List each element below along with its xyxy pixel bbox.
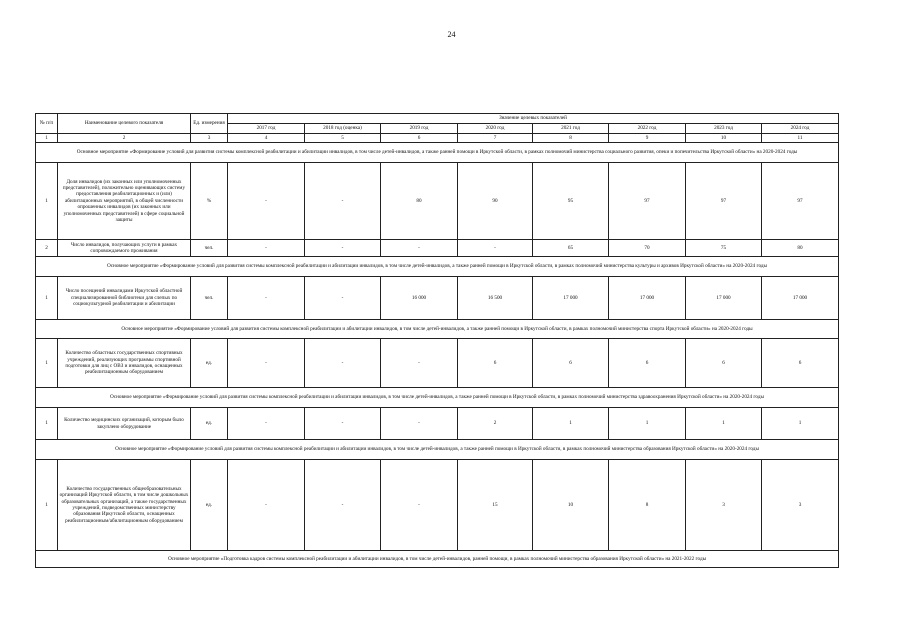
col-header-year: 2019 год	[381, 124, 458, 134]
value-cell: -	[381, 408, 458, 440]
value-cell: 6	[762, 339, 839, 388]
section-row	[36, 388, 839, 408]
col-header-year: 2022 год	[609, 124, 686, 134]
unit-cell: ед.	[191, 460, 228, 551]
value-cell: 10	[533, 460, 609, 551]
value-cell: 1	[533, 408, 609, 440]
section-title: Основное мероприятие «Формирование условий для развития системы комплексной реабилитации и абилитации инвалидов, в том числе детей-инвалидов, а также ранней помощи в Иркутской области, в рамках полномочий министерства здравоохранения Иркутской области» на 2020-2024 годы	[36, 388, 839, 408]
section-title: Основное мероприятие «Формирование условий для развития системы комплексной реабилитации и абилитации инвалидов, в том числе детей-инвалидов, а также ранней помощи в Иркутской области, в рамках полномочий министерства культуры и архивов Иркутской области» на 2020-2024 годы	[36, 257, 839, 277]
section-title: Основное мероприятие «Формирование условий для развития системы комплексной реабилитации и абилитации инвалидов, в том числе детей-инвалидов, а также ранней помощи в Иркутской области, в рамках полномочий министерства социального развития, опеки и попечительства Иркутской области» на 2020-2024 годы	[36, 143, 839, 163]
row-number: 2	[36, 240, 58, 257]
value-cell: 3	[762, 460, 839, 551]
value-cell: 6	[609, 339, 686, 388]
unit-cell: ед.	[191, 339, 228, 388]
col-header-num: № п/п	[36, 114, 58, 134]
col-number: 6	[381, 134, 458, 143]
row-number: 1	[36, 460, 58, 551]
value-cell: 6	[458, 339, 533, 388]
value-cell: -	[381, 240, 458, 257]
value-cell: 17 000	[762, 277, 839, 320]
section-row	[36, 143, 839, 163]
value-cell: 90	[458, 163, 533, 240]
indicator-name: Число посещений инвалидами Иркутской областной специализированной библиотеки для слепых по социокультурной реабилитации и абилитации	[58, 277, 191, 320]
section-title: Основное мероприятие «Формирование условий для развития системы комплексной реабилитации и абилитации инвалидов, в том числе детей-инвалидов, а также ранней помощи в Иркутской области, в рамках полномочий министерства образования Иркутской области» на 2020-2024 годы	[36, 440, 839, 460]
section-row	[36, 257, 839, 277]
value-cell: -	[381, 460, 458, 551]
table-row	[36, 277, 839, 320]
page-number: 24	[447, 30, 456, 39]
value-cell: -	[305, 240, 381, 257]
value-cell: 17 000	[533, 277, 609, 320]
table-row	[36, 240, 839, 257]
col-number: 8	[533, 134, 609, 143]
indicator-name: Количество областных государственных спортивных учреждений, реализующих программы спортивной подготовки для лиц с ОВЗ и инвалидов, оснащенных реабилитационным оборудованием	[58, 339, 191, 388]
value-cell: 65	[533, 240, 609, 257]
value-cell: -	[305, 408, 381, 440]
col-number: 10	[686, 134, 762, 143]
value-cell: 17 000	[686, 277, 762, 320]
col-number: 5	[305, 134, 381, 143]
row-number: 1	[36, 277, 58, 320]
col-number: 1	[36, 134, 58, 143]
value-cell: 8	[609, 460, 686, 551]
indicator-name: Число инвалидов, получающих услуги в рамках сопровождаемого проживания	[58, 240, 191, 257]
value-cell: -	[305, 163, 381, 240]
col-header-year: 2017 год	[228, 124, 305, 134]
row-number: 1	[36, 163, 58, 240]
value-cell: 2	[458, 408, 533, 440]
table-row	[36, 460, 839, 551]
col-header-unit: Ед. измерения	[191, 114, 228, 134]
value-cell: -	[381, 339, 458, 388]
value-cell: 97	[609, 163, 686, 240]
section-row	[36, 320, 839, 339]
value-cell: 17 000	[609, 277, 686, 320]
value-cell: 16 000	[381, 277, 458, 320]
row-number: 1	[36, 408, 58, 440]
section-title: Основное мероприятие «Формирование условий для развития системы комплексной реабилитации и абилитации инвалидов, в том числе детей-инвалидов, а также ранней помощи в Иркутской области, в рамках полномочий министерства спорта Иркутской области» на 2020-2024 годы	[36, 320, 839, 339]
value-cell: -	[305, 277, 381, 320]
value-cell: 6	[686, 339, 762, 388]
column-number-row	[36, 134, 839, 143]
value-cell: 75	[686, 240, 762, 257]
col-header-name: Наименование целевого показателя	[58, 114, 191, 134]
col-number: 4	[228, 134, 305, 143]
row-number: 1	[36, 339, 58, 388]
value-cell: -	[228, 460, 305, 551]
unit-cell: %	[191, 163, 228, 240]
section-title: Основное мероприятие «Подготовка кадров системы комплексной реабилитации и абилитации инвалидов, в том числе детей-инвалидов, ранней помощи, в рамках полномочий министерства образования Иркутской области» на 2021-2022 годы	[36, 551, 839, 568]
col-number: 9	[609, 134, 686, 143]
col-header-year: 2020 год	[458, 124, 533, 134]
value-cell: -	[228, 163, 305, 240]
table-row	[36, 163, 839, 240]
value-cell: -	[228, 339, 305, 388]
value-cell: 97	[686, 163, 762, 240]
value-cell: 97	[762, 163, 839, 240]
value-cell: 6	[533, 339, 609, 388]
value-cell: 16 500	[458, 277, 533, 320]
col-header-values-group: Значение целевых показателей	[228, 114, 839, 124]
value-cell: 95	[533, 163, 609, 240]
col-number: 11	[762, 134, 839, 143]
indicator-name: Количество медицинских организаций, которым было закуплено оборудование	[58, 408, 191, 440]
indicator-name: Количество государственных общеобразовательных организаций Иркутской области, в том числе дошкольных образовательных организаций, а также государственных учреждений, подведомственных министерству образования Иркутской области, оснащенных реабилитационным/абилитационным оборудованием	[58, 460, 191, 551]
table-row	[36, 408, 839, 440]
value-cell: 1	[762, 408, 839, 440]
value-cell: -	[305, 339, 381, 388]
value-cell: -	[458, 240, 533, 257]
section-row	[36, 551, 839, 568]
value-cell: 1	[686, 408, 762, 440]
value-cell: 80	[762, 240, 839, 257]
header-row	[36, 114, 839, 124]
value-cell: 15	[458, 460, 533, 551]
col-header-year: 2021 год	[533, 124, 609, 134]
indicator-name: Доля инвалидов (их законных или уполномоченных представителей), положительно оценивающих систему предоставления реабилитационных и (или) абилитационных мероприятий, в общей численности опрошенных инвалидов (их законных или уполномоченных представителей) в сфере социальной защиты	[58, 163, 191, 240]
value-cell: 1	[609, 408, 686, 440]
value-cell: 80	[381, 163, 458, 240]
value-cell: 70	[609, 240, 686, 257]
value-cell: 3	[686, 460, 762, 551]
target-indicators-table	[35, 113, 839, 568]
col-header-year: 2023 год	[686, 124, 762, 134]
unit-cell: ед.	[191, 408, 228, 440]
unit-cell: чел.	[191, 240, 228, 257]
col-number: 2	[58, 134, 191, 143]
value-cell: -	[305, 460, 381, 551]
col-number: 3	[191, 134, 228, 143]
unit-cell: чел.	[191, 277, 228, 320]
col-header-year: 2024 год	[762, 124, 839, 134]
section-row	[36, 440, 839, 460]
col-header-year: 2018 год (оценка)	[305, 124, 381, 134]
table-row	[36, 339, 839, 388]
value-cell: -	[228, 277, 305, 320]
value-cell: -	[228, 408, 305, 440]
col-number: 7	[458, 134, 533, 143]
value-cell: -	[228, 240, 305, 257]
